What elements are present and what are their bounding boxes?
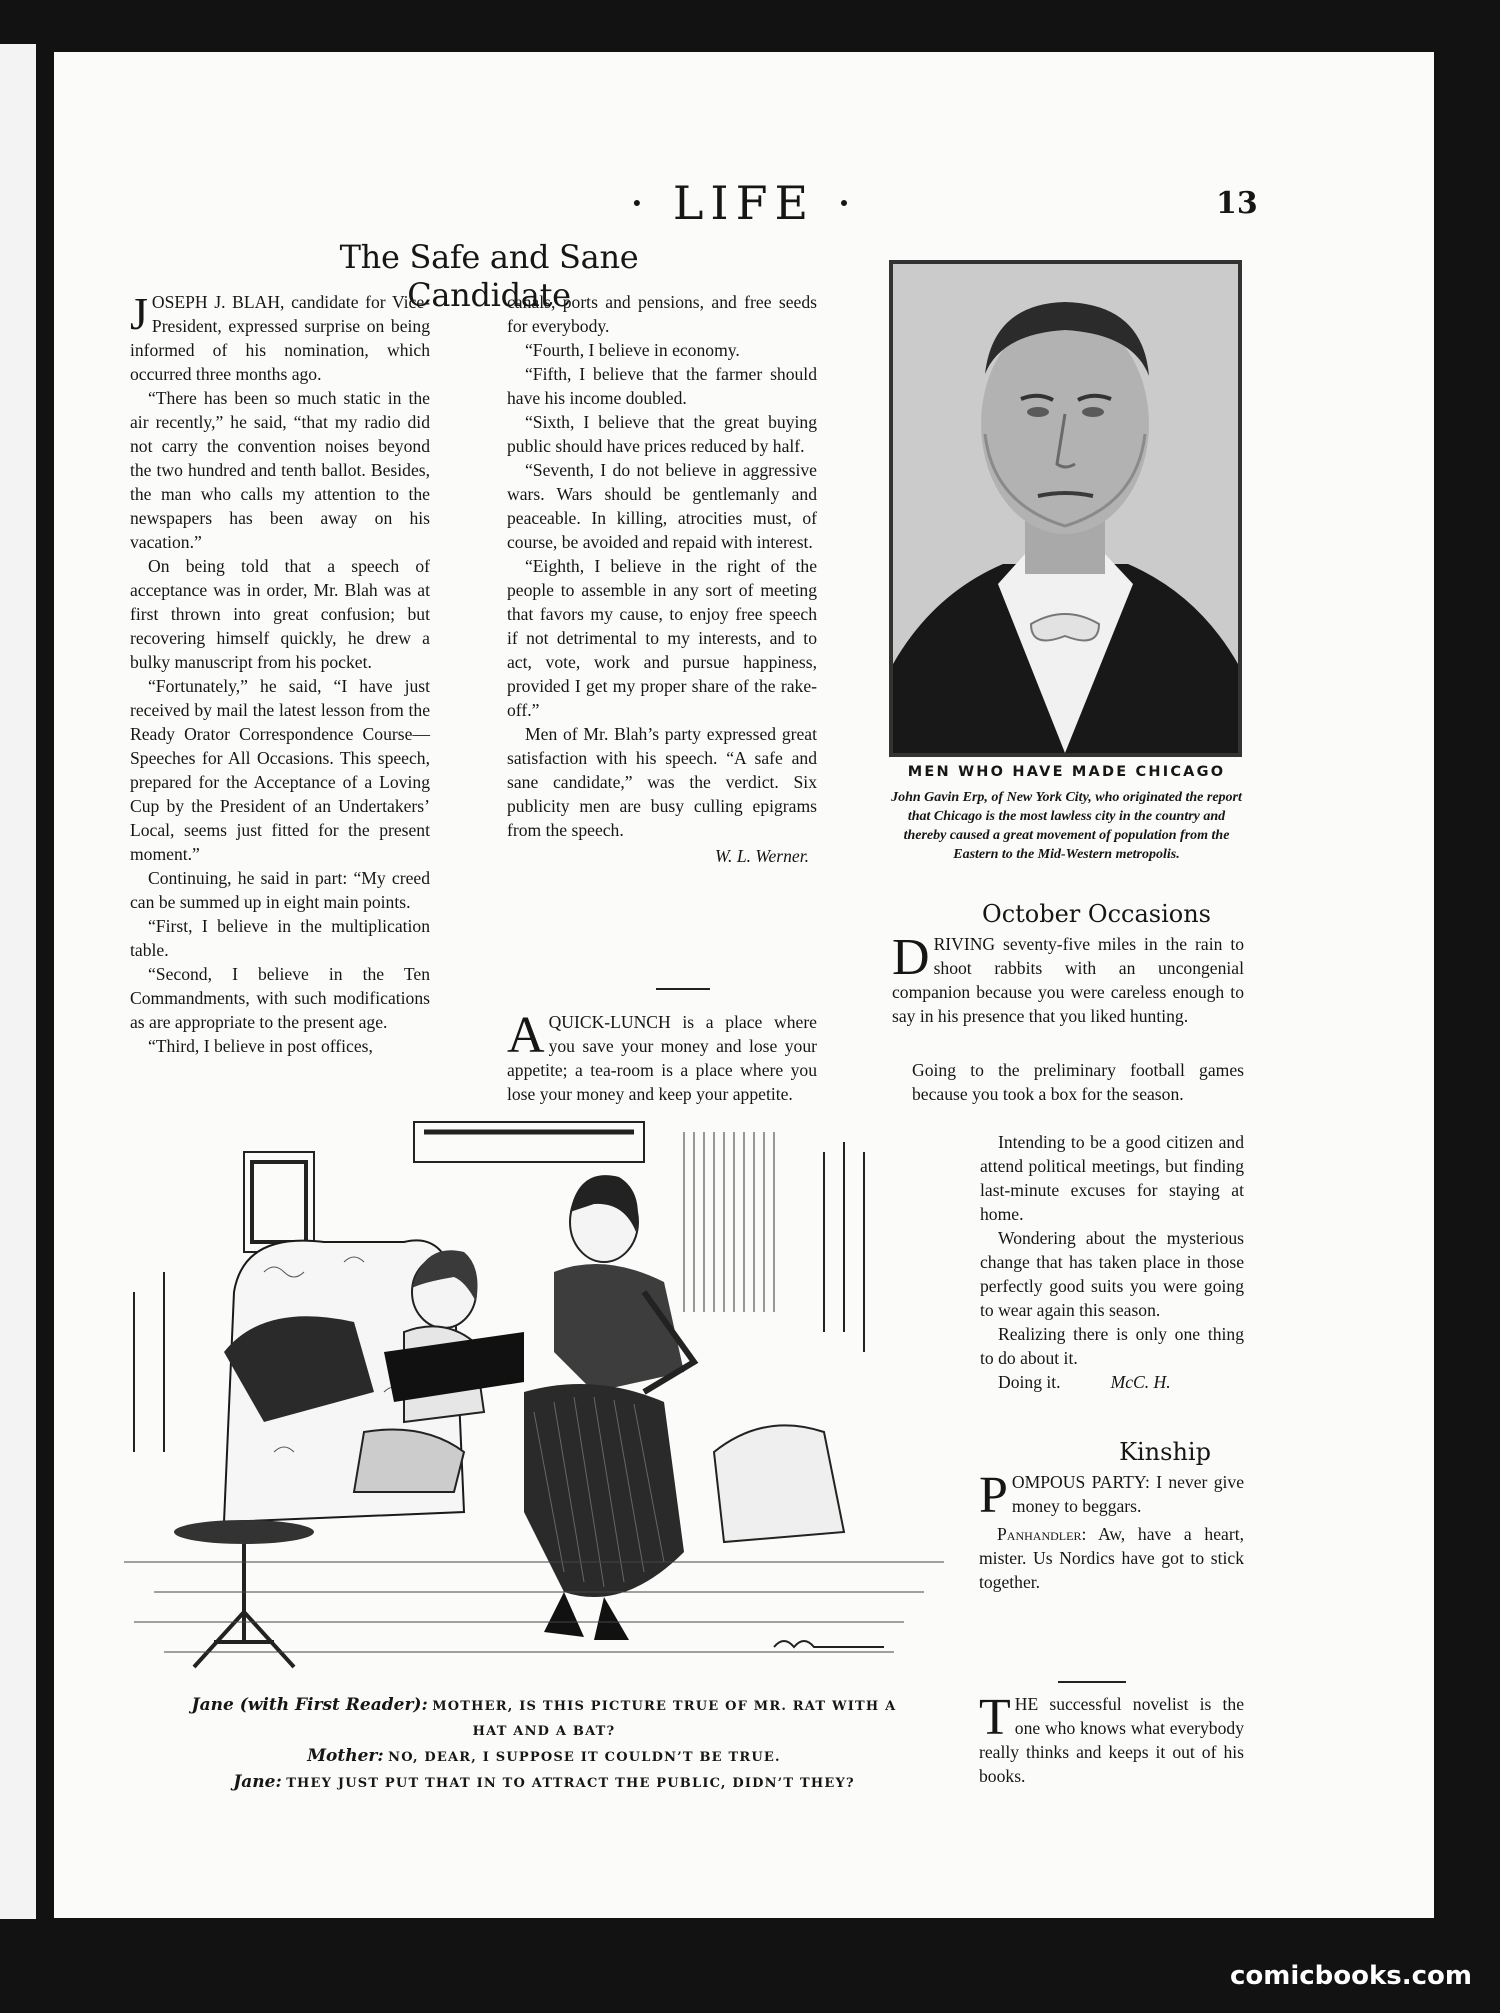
october-football bbox=[912, 1058, 1244, 1106]
novelist-item: THE successful novelist is the one who knows what everybody really thinks and keeps it out of his books. bbox=[979, 1689, 1244, 1786]
october-title: October Occasions bbox=[982, 900, 1211, 928]
paragraph: canals, ports and pensions, and free seeds for everybody. bbox=[507, 292, 817, 336]
masthead: · LIFE · bbox=[629, 176, 859, 230]
drop-cap: T bbox=[979, 1689, 1011, 1746]
article-lead: JOSEPH J. BLAH, candidate for Vice-President, expressed surprise on being informed of his nomination, which occurred three months ago. bbox=[130, 288, 430, 384]
drop-cap: D bbox=[892, 929, 930, 986]
speaker-label: Mother: bbox=[307, 1746, 384, 1766]
paragraph: “Seventh, I do not believe in aggressive wars. Wars should be gentlemanly and peaceable. In killing, atrocities must, of course, be avoided and repaid with interest. bbox=[507, 460, 817, 552]
paragraph: “Fortunately,” he said, “I have just received by mail the latest lesson from the Ready Orator Correspondence Course—Speeches for All Occasions. This speech, prepared for the Acceptance of a Loving Cup by the President of an Undertakers’ Local, seems just fitted for the present moment.” bbox=[130, 676, 430, 864]
paragraph: Continuing, he said in part: “My creed can be summed up in eight main points. bbox=[130, 868, 430, 912]
divider-rule bbox=[656, 988, 710, 990]
paragraph: “Fifth, I believe that the farmer should have his income doubled. bbox=[507, 364, 817, 408]
october-signature: McC. H. bbox=[1110, 1372, 1171, 1392]
speaker-label: Panhandler bbox=[997, 1524, 1082, 1544]
article-column-1 bbox=[130, 290, 430, 1058]
dialogue-line: NO, DEAR, I SUPPOSE IT COULDN’T BE TRUE. bbox=[388, 1750, 781, 1765]
quicklunch-item: AQUICK-LUNCH is a place where you save your money and lose your appetite; a tea-room is a place where you lose your money and keep your appetite. bbox=[507, 1007, 817, 1104]
drop-cap: A bbox=[507, 1007, 545, 1064]
kinship-title: Kinship bbox=[1119, 1438, 1211, 1466]
portrait-photo bbox=[889, 260, 1242, 757]
adjacent-page-edge bbox=[0, 44, 36, 1919]
photo-caption-title: MEN WHO HAVE MADE CHICAGO bbox=[907, 764, 1226, 780]
magazine-page bbox=[54, 52, 1434, 1918]
paragraph: “First, I believe in the multiplication table. bbox=[130, 916, 430, 960]
drop-cap: P bbox=[979, 1467, 1008, 1524]
paragraph: “Sixth, I believe that the great buying public should have prices reduced by half. bbox=[507, 412, 817, 456]
dialogue-line: THEY JUST PUT THAT IN TO ATTRACT THE PUBLIC, DIDN’T THEY? bbox=[286, 1776, 855, 1791]
october-column-bottom bbox=[980, 1130, 1244, 1394]
cartoon-illustration bbox=[124, 1092, 944, 1682]
divider-rule bbox=[1058, 1681, 1126, 1683]
article-title: The Safe and Sane Candidate bbox=[339, 238, 639, 314]
paragraph: “Second, I believe in the Ten Commandments, with such modifications as are appropriate to the present age. bbox=[130, 964, 430, 1032]
dialogue-line: MOTHER, IS THIS PICTURE TRUE OF MR. RAT WITH A HAT AND A BAT? bbox=[432, 1699, 897, 1739]
paragraph: “There has been so much static in the air recently,” he said, “that my radio did not carry the convention noises beyond the two hundred and tenth ballot. Besides, the man who calls my attention to the newspapers has been away on his vacation.” bbox=[130, 388, 430, 552]
photo-caption: John Gavin Erp, of New York City, who originated the report that Chicago is the most lawless city in the country and thereby caused a great movement of population from the Eastern to the Mid-Western metropolis. bbox=[891, 790, 1242, 862]
paragraph: Going to the preliminary football games because you took a box for the season. bbox=[912, 1060, 1244, 1104]
article-column-2 bbox=[507, 290, 817, 868]
cartoon-drawing bbox=[124, 1092, 944, 1682]
paragraph: “Third, I believe in post offices, bbox=[148, 1036, 373, 1056]
paragraph: “Eighth, I believe in the right of the people to assemble in any sort of meeting that favors my cause, to enjoy free speech if not detrimental to my interests, and to act, vote, work and pursue happiness, provided I get my proper share of the rake-off.” bbox=[507, 556, 817, 720]
paragraph: Men of Mr. Blah’s party expressed great satisfaction with his speech. “A safe and sane candidate,” was the verdict. Six publicity men are busy culling epigrams from the speech. bbox=[507, 724, 817, 840]
paragraph: Realizing there is only one thing to do about it. bbox=[980, 1324, 1244, 1368]
paragraph: “Fourth, I believe in economy. bbox=[525, 340, 740, 360]
paragraph: Intending to be a good citizen and attend political meetings, but finding last-minute excuses for staying at home. bbox=[980, 1132, 1244, 1224]
portrait-illustration bbox=[893, 264, 1238, 753]
article-signature: W. L. Werner. bbox=[714, 846, 809, 866]
cartoon-caption bbox=[184, 1693, 904, 1796]
page-number: 13 bbox=[1216, 186, 1258, 221]
paragraph: Doing it. bbox=[998, 1372, 1061, 1392]
october-column-top: DRIVING seventy-five miles in the rain to shoot rabbits with an uncongenial companion because you were careless enough to say in his presence that you liked hunting. bbox=[892, 929, 1244, 1026]
speaker-label: Jane: bbox=[233, 1772, 282, 1792]
kinship-column: POMPOUS PARTY: I never give money to beggars. Panhandler: Aw, have a heart, mister. Us Nordics have got to stick together. bbox=[979, 1467, 1244, 1592]
watermark: comicbooks.com bbox=[1229, 1961, 1472, 1991]
drop-cap: J bbox=[130, 288, 148, 339]
paragraph: On being told that a speech of acceptance was in order, Mr. Blah was at first thrown into great confusion; but recovering himself quickly, he drew a bulky manuscript from his pocket. bbox=[130, 556, 430, 672]
paragraph: Wondering about the mysterious change that has taken place in those perfectly good suits you were going to wear again this season. bbox=[980, 1228, 1244, 1320]
speaker-label: Jane (with First Reader): bbox=[191, 1695, 428, 1715]
